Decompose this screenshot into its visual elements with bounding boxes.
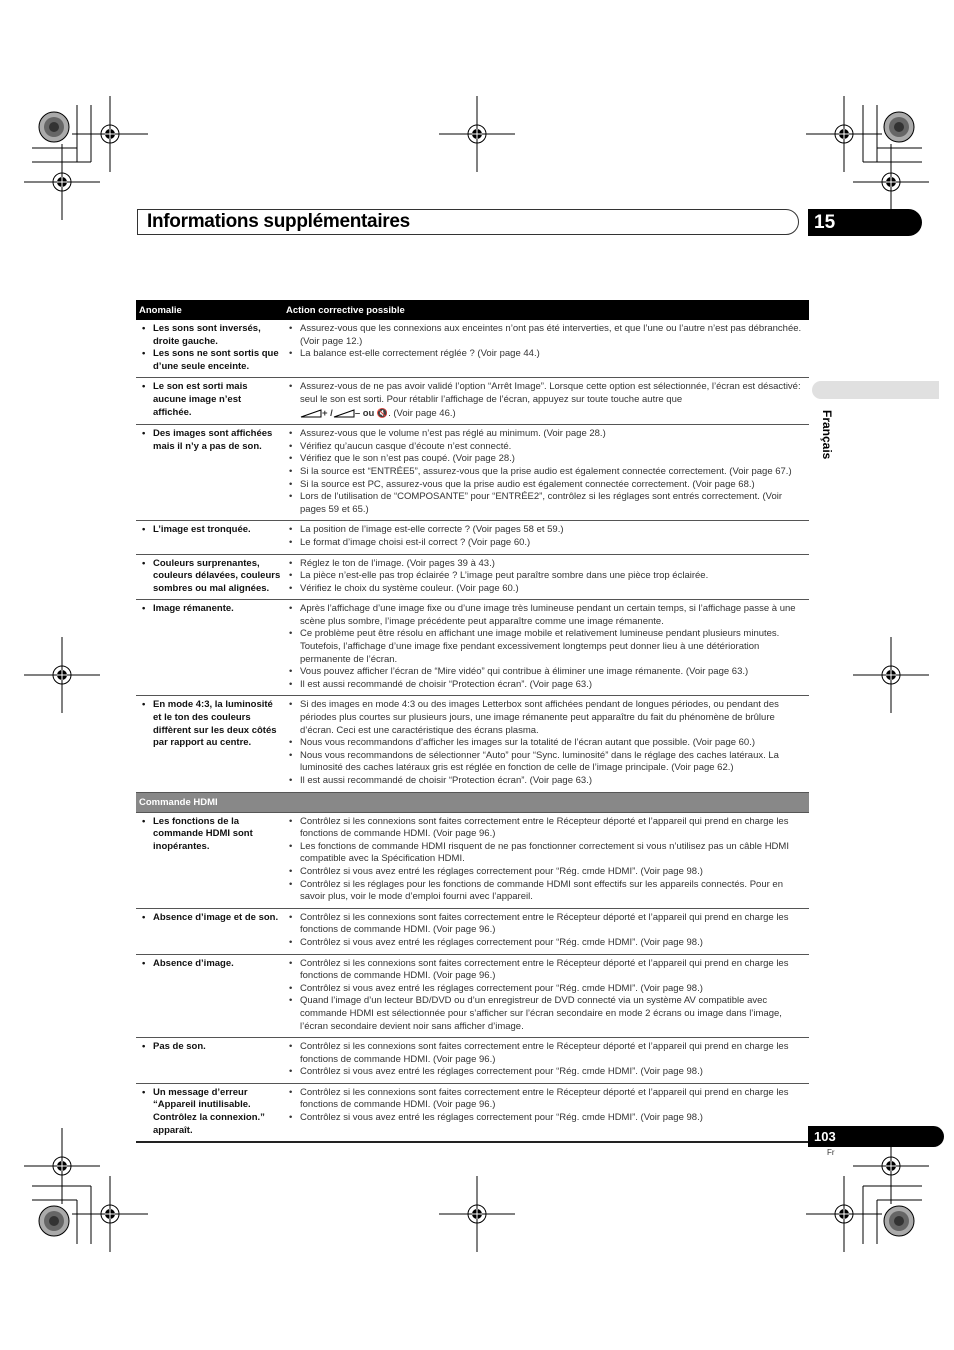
- bullet-icon: •: [142, 957, 146, 969]
- bullet-icon: •: [289, 465, 293, 477]
- problem-item: [139, 1087, 282, 1137]
- col-header-action: Action corrective possible: [286, 304, 405, 316]
- volume-down-icon: [333, 409, 355, 418]
- bullet-icon: •: [289, 749, 293, 761]
- bullet-icon: •: [289, 840, 293, 852]
- action-item: [286, 537, 805, 550]
- bullet-icon: •: [289, 536, 293, 548]
- section-hdmi: Commande HDMI: [136, 793, 809, 813]
- page-number: 103: [808, 1126, 944, 1147]
- problem-cell: [136, 381, 286, 420]
- action-text-content: Contrôlez si vous avez entré les réglages correctement pour “Rég. cmde HDMI”. (Voir page 98.): [300, 936, 703, 948]
- action-item: [286, 666, 805, 679]
- bullet-icon: •: [289, 381, 293, 393]
- action-item: [286, 1112, 805, 1125]
- action-text: [300, 699, 805, 737]
- action-text-tail: . (Voir page 46.): [388, 407, 456, 419]
- action-cell: [286, 323, 809, 373]
- action-item: [286, 937, 805, 950]
- problem-item: [139, 603, 282, 616]
- action-cell: [286, 912, 809, 950]
- action-text: [300, 983, 805, 996]
- table-row: [136, 555, 809, 601]
- action-text-content: Vérifiez que le son n’est pas coupé. (Voir page 28.): [300, 453, 515, 465]
- bullet-icon: •: [142, 1086, 146, 1098]
- bullet-icon: •: [289, 775, 293, 786]
- problem-item: [139, 699, 282, 749]
- action-text: [300, 491, 805, 516]
- bullet-icon: •: [142, 428, 146, 440]
- problem-text: Les fonctions de la commande HDMI sont inopérantes.: [153, 815, 253, 852]
- bullet-icon: •: [142, 348, 146, 360]
- action-text-content: Après l’affichage d’une image fixe ou d’une image très lumineuse pendant un certain temps, si l’affichage passe à une scène plus sombre, l’image précédente peut apparaître comme une image rémanente.: [300, 603, 796, 627]
- volume-minus-label: – ou: [354, 407, 375, 419]
- language-tab: [812, 381, 939, 399]
- bullet-icon: •: [289, 878, 293, 890]
- action-text-content: La balance est-elle correctement réglée ? (Voir page 44.): [300, 348, 540, 360]
- action-text: [300, 866, 805, 879]
- problem-item: [139, 816, 282, 854]
- chapter-badge: 15: [808, 209, 922, 236]
- action-text-content: Quand l’image d’un lecteur BD/DVD ou d’un enregistreur de DVD connecté via un système AV compatible avec commande HDMI est sélectionnée pour s’afficher sur l’écran secondaire en mode 2 écrans ou image dans l’image, l’écran secondaire devient noir sans afficher d’image.: [300, 995, 782, 1032]
- action-item: [286, 381, 805, 420]
- action-text-content: Ce problème peut être résolu en affichant une image mobile et relativement lumineuse pendant plusieurs minutes. Toutefois, l’affichage d’une image fixe pendant excessivement longtemps peut donner lieu à une détérioration permanente de l’écran.: [300, 628, 780, 665]
- action-cell: [286, 381, 809, 420]
- bullet-icon: •: [289, 1066, 293, 1078]
- action-text: [300, 879, 805, 904]
- action-item: [286, 453, 805, 466]
- action-cell: [286, 603, 809, 691]
- problem-text: Absence d’image et de son.: [153, 911, 279, 923]
- action-text: [300, 841, 805, 866]
- problem-item: [139, 524, 282, 537]
- bullet-icon: •: [289, 865, 293, 877]
- action-text: [300, 558, 805, 571]
- action-text-content: Les fonctions de commande HDMI risquent de ne pas fonctionner correctement si vous n’utilisez pas un câble HDMI compatible avec la Spécification HDMI.: [300, 840, 789, 865]
- action-text-content: La pièce n’est-elle pas trop éclairée ? L’image peut paraître sombre dans une pièce trop éclairée.: [300, 570, 709, 582]
- problem-item: [139, 348, 282, 373]
- action-text: [300, 323, 805, 348]
- action-text: [300, 958, 805, 983]
- page-title: Informations supplémentaires: [147, 211, 410, 232]
- bullet-icon: •: [142, 699, 146, 711]
- mute-icon: 🔇: [374, 407, 389, 418]
- problem-cell: [136, 912, 286, 950]
- action-item: [286, 995, 805, 1033]
- bullet-icon: •: [142, 603, 146, 615]
- table-row: [136, 378, 809, 425]
- action-text-content: Contrôlez si les connexions sont faites correctement entre le Récepteur déporté et l’appareil qui prend en charge les fonctions de commande HDMI. (Voir page 96.): [300, 1086, 789, 1111]
- action-item: [286, 628, 805, 666]
- action-item: [286, 570, 805, 583]
- action-text: [300, 628, 805, 666]
- bullet-icon: •: [289, 1041, 293, 1053]
- action-text-content: Réglez le ton de l’image. (Voir pages 39 à 43.): [300, 557, 495, 569]
- table-row: [136, 813, 809, 909]
- action-text: [300, 479, 805, 492]
- action-text-content: Il est aussi recommandé de choisir “Protection écran”. (Voir page 63.): [300, 775, 592, 786]
- problem-cell: [136, 524, 286, 549]
- action-item: [286, 841, 805, 866]
- action-text-content: Nous vous recommandons de sélectionner “Auto” pour “Sync. luminosité” dans le réglage des caches latéraux. La luminosité des caches latéraux gris est réglée en fonction de celle de l’image principale. (Voir page 62.): [300, 749, 779, 774]
- bullet-icon: •: [289, 348, 293, 360]
- bullet-icon: •: [142, 911, 146, 923]
- bullet-icon: •: [289, 666, 293, 678]
- problem-text: Pas de son.: [153, 1041, 206, 1053]
- action-text-content: Nous vous recommandons d’afficher les images sur la totalité de l’écran autant que possible. (Voir page 60.): [300, 737, 756, 749]
- table-header: [136, 300, 809, 320]
- volume-plus-label: + /: [322, 407, 333, 419]
- problem-item: [139, 323, 282, 348]
- action-cell: [286, 558, 809, 596]
- action-item: [286, 466, 805, 479]
- action-item: [286, 866, 805, 879]
- action-text: [300, 603, 805, 628]
- action-item: [286, 348, 805, 361]
- problem-text: Couleurs surprenantes, couleurs délavées, couleurs sombres ou mal alignées.: [153, 557, 281, 594]
- bullet-icon: •: [289, 570, 293, 582]
- action-text: [300, 1041, 805, 1066]
- action-text-content: Contrôlez si les connexions sont faites correctement entre le Récepteur déporté et l’appareil qui prend en charge les fonctions de commande HDMI. (Voir page 96.): [300, 815, 789, 840]
- problem-text: Le son est sorti mais aucune image n’est affichée.: [153, 381, 248, 418]
- bullet-icon: •: [289, 699, 293, 711]
- bullet-icon: •: [289, 678, 293, 690]
- action-text: [300, 679, 805, 692]
- table-row: [136, 600, 809, 696]
- action-text: [300, 583, 805, 596]
- bullet-icon: •: [289, 582, 293, 594]
- action-text: [300, 453, 805, 466]
- bullet-icon: •: [142, 815, 146, 827]
- bullet-icon: •: [289, 982, 293, 994]
- bullet-icon: •: [289, 440, 293, 452]
- problem-cell: [136, 428, 286, 516]
- action-item: [286, 428, 805, 441]
- problem-text: Les sons sont inversés, droite gauche.: [153, 323, 261, 347]
- action-text-content: Contrôlez si les connexions sont faites correctement entre le Récepteur déporté et l’appareil qui prend en charge les fonctions de commande HDMI. (Voir page 96.): [300, 957, 789, 982]
- action-text: [300, 775, 805, 788]
- action-item: [286, 1066, 805, 1079]
- problem-cell: [136, 603, 286, 691]
- problem-item: [139, 1041, 282, 1054]
- problem-item: [139, 912, 282, 925]
- action-text-content: Contrôlez si les réglages pour les fonctions de commande HDMI sont effectifs sur les appareils connectés. Pour en savoir plus, voir le mode d’emploi fourni avec l’appareil.: [300, 878, 783, 903]
- action-text: [300, 466, 805, 479]
- action-text-content: Contrôlez si les connexions sont faites correctement entre le Récepteur déporté et l’appareil qui prend en charge les fonctions de commande HDMI. (Voir page 96.): [300, 1041, 789, 1065]
- problem-cell: [136, 699, 286, 787]
- action-cell: [286, 1087, 809, 1137]
- problem-text: Image rémanente.: [153, 603, 234, 615]
- action-cell: [286, 699, 809, 787]
- action-cell: [286, 524, 809, 549]
- problem-text: Des images sont affichées mais il n’y a pas de son.: [153, 428, 273, 452]
- bullet-icon: •: [142, 323, 146, 334]
- action-text-content: Le format d’image choisi est-il correct ? (Voir page 60.): [300, 536, 531, 548]
- troubleshooting-table: [136, 300, 809, 1143]
- action-item: [286, 583, 805, 596]
- action-item: [286, 524, 805, 537]
- action-text: [300, 1066, 805, 1079]
- action-text: [300, 570, 805, 583]
- action-text: [300, 1087, 805, 1112]
- action-text-content: Si la source est PC, assurez-vous que la prise audio est également connectée correctement. (Voir page 68.): [300, 478, 755, 490]
- bullet-icon: •: [289, 628, 293, 640]
- action-text: [300, 666, 805, 679]
- problem-text: Absence d’image.: [153, 957, 234, 969]
- action-text-content: Vous pouvez afficher l’écran de “Mire vidéo” qui contribue à éliminer une image rémanente. (Voir page 63.): [300, 666, 749, 678]
- bullet-icon: •: [289, 478, 293, 490]
- action-item: [286, 737, 805, 750]
- problem-item: [139, 958, 282, 971]
- problem-text: Un message d’erreur “Appareil inutilisable. Contrôlez la connexion.” apparaît.: [153, 1086, 265, 1136]
- action-item: [286, 879, 805, 904]
- problem-cell: [136, 558, 286, 596]
- bullet-icon: •: [289, 957, 293, 969]
- action-text-content: Contrôlez si les connexions sont faites correctement entre le Récepteur déporté et l’appareil qui prend en charge les fonctions de commande HDMI. (Voir page 96.): [300, 911, 789, 936]
- action-text: [300, 348, 805, 361]
- action-item: [286, 958, 805, 983]
- bullet-icon: •: [142, 1041, 146, 1053]
- bullet-icon: •: [289, 453, 293, 465]
- problem-cell: [136, 1087, 286, 1137]
- action-text: [300, 428, 805, 441]
- problem-item: [139, 428, 282, 453]
- action-text: [300, 381, 805, 420]
- action-item: [286, 479, 805, 492]
- action-item: [286, 679, 805, 692]
- action-text: [300, 737, 805, 750]
- language-label: Français: [820, 410, 834, 460]
- bullet-icon: •: [289, 1086, 293, 1098]
- bullet-icon: •: [289, 603, 293, 615]
- action-cell: [286, 958, 809, 1034]
- action-item: [286, 1087, 805, 1112]
- bullet-icon: •: [289, 1112, 293, 1124]
- action-item: [286, 491, 805, 516]
- action-text-content: Lors de l’utilisation de “COMPOSANTE” pour “ENTRÉE2”, contrôlez si les réglages sont entrés correctement. (Voir pages 59 et 65.): [300, 491, 783, 515]
- action-item: [286, 1041, 805, 1066]
- action-text-content: Il est aussi recommandé de choisir “Protection écran”. (Voir page 63.): [300, 678, 592, 690]
- problem-cell: [136, 1041, 286, 1079]
- table-row: [136, 909, 809, 955]
- action-text-content: Vérifiez le choix du système couleur. (Voir page 60.): [300, 582, 519, 594]
- problem-item: [139, 558, 282, 596]
- bullet-icon: •: [289, 815, 293, 827]
- bullet-icon: •: [289, 936, 293, 948]
- bullet-icon: •: [289, 737, 293, 749]
- action-text-content: Assurez-vous que les connexions aux enceintes n’ont pas été interverties, et que l’une ou l’autre n’est pas débranchée. (Voir page 12.): [300, 323, 802, 347]
- action-text: [300, 1112, 805, 1125]
- problem-cell: [136, 958, 286, 1034]
- table-row: [136, 1084, 809, 1143]
- action-text-content: Si la source est “ENTRÉE5”, assurez-vous que la prise audio est également connectée correctement. (Voir page 67.): [300, 465, 792, 477]
- action-text: [300, 816, 805, 841]
- action-item: [286, 699, 805, 737]
- action-text-content: Contrôlez si vous avez entré les réglages correctement pour “Rég. cmde HDMI”. (Voir page 98.): [300, 1112, 703, 1124]
- table-body-hdmi: [136, 813, 809, 1144]
- table-row: [136, 1038, 809, 1084]
- action-text: [300, 537, 805, 550]
- action-item: [286, 441, 805, 454]
- lang-code: Fr: [827, 1148, 835, 1157]
- language-label-wrap: [818, 410, 838, 470]
- action-item: [286, 558, 805, 571]
- action-cell: [286, 1041, 809, 1079]
- action-item: [286, 983, 805, 996]
- action-item: [286, 775, 805, 788]
- action-text: [300, 750, 805, 775]
- bullet-icon: •: [142, 381, 146, 393]
- bullet-icon: •: [142, 524, 146, 536]
- bullet-icon: •: [142, 557, 146, 569]
- action-text: [300, 441, 805, 454]
- bullet-icon: •: [289, 491, 293, 503]
- action-text-content: Assurez-vous de ne pas avoir validé l’option “Arrêt Image”. Lorsque cette option est sélectionnée, l’écran est désactivé: seul le son est sorti. Pour rétablir l’affichage de l’écran, appuyez sur toute touche autre que: [300, 381, 801, 405]
- col-header-problem: Anomalie: [139, 304, 182, 316]
- table-row: [136, 320, 809, 378]
- action-cell: [286, 428, 809, 516]
- problem-text: Les sons ne sont sortis que d’une seule enceinte.: [153, 348, 279, 372]
- action-text: [300, 995, 805, 1033]
- action-text-content: La position de l’image est-elle correcte ? (Voir pages 58 et 59.): [300, 524, 564, 536]
- action-text: [300, 912, 805, 937]
- bullet-icon: •: [289, 323, 293, 334]
- action-text-content: Assurez-vous que le volume n’est pas réglé au minimum. (Voir page 28.): [300, 428, 606, 440]
- action-text: [300, 524, 805, 537]
- action-text-content: Vérifiez qu’aucun casque d’écoute n’est connecté.: [300, 440, 512, 452]
- action-text-content: Si des images en mode 4:3 ou des images Letterbox sont affichées pendant de longues périodes, ou pendant des périodes plus courtes sur plusieurs jours, une image rémanente peut apparaître du fait du phénomène de brûlure d’écran. Ceci est une caractéristique des écrans plasma.: [300, 699, 779, 736]
- table-row: [136, 955, 809, 1039]
- table-row: [136, 521, 809, 554]
- problem-text: En mode 4:3, la luminosité et le ton des couleurs diffèrent sur les deux côtés par rapport au centre.: [153, 699, 277, 749]
- action-item: [286, 912, 805, 937]
- action-text: [300, 937, 805, 950]
- action-item: [286, 323, 805, 348]
- action-item: [286, 816, 805, 841]
- bullet-icon: •: [289, 995, 293, 1007]
- bullet-icon: •: [289, 524, 293, 536]
- action-cell: [286, 816, 809, 904]
- bullet-icon: •: [289, 428, 293, 440]
- table-row: [136, 425, 809, 521]
- problem-item: [139, 381, 282, 419]
- action-item: [286, 750, 805, 775]
- bullet-icon: •: [289, 911, 293, 923]
- action-text-content: Contrôlez si vous avez entré les réglages correctement pour “Rég. cmde HDMI”. (Voir page 98.): [300, 982, 703, 994]
- action-item: [286, 603, 805, 628]
- problem-cell: [136, 323, 286, 373]
- action-text-content: Contrôlez si vous avez entré les réglages correctement pour “Rég. cmde HDMI”. (Voir page 98.): [300, 865, 703, 877]
- action-text-content: Contrôlez si vous avez entré les réglages correctement pour “Rég. cmde HDMI”. (Voir page 98.): [300, 1066, 703, 1078]
- bullet-icon: •: [289, 557, 293, 569]
- problem-text: L’image est tronquée.: [153, 524, 251, 536]
- volume-up-icon: [300, 409, 322, 418]
- table-body: [136, 320, 809, 793]
- table-row: [136, 696, 809, 792]
- problem-cell: [136, 816, 286, 904]
